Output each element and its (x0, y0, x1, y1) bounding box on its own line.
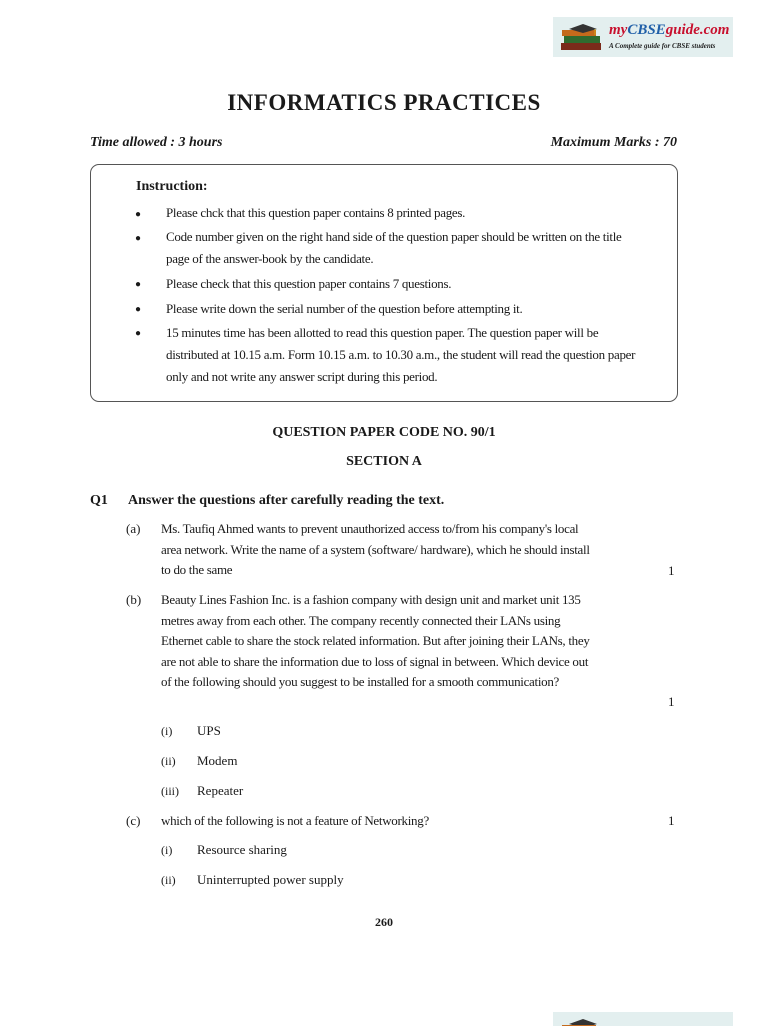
part-marks: 1 (668, 694, 675, 709)
question-number: Q1 (90, 493, 108, 508)
part-marks: 1 (668, 813, 675, 828)
option-label: (iii) (161, 784, 179, 798)
option-label: (ii) (161, 754, 176, 768)
mycbseguide-logo (553, 17, 733, 57)
maximum-marks: Maximum Marks : 70 (550, 135, 677, 150)
part-text: Beauty Lines Fashion Inc. is a fashion company with design unit and market unit 135 metres away from each other. The company recently connected their LANs using Ethernet cable to share the stock related information. But after joining their LANs, they are not able to share the information due to loss of signal in between. Which device out of the following should you suggest to be installed for a smooth communication? (161, 592, 590, 689)
instruction-item: Code number given on the right hand side of the question paper should be written on the title page of the answer-book by the candidate. (166, 229, 622, 266)
part-text: Ms. Taufiq Ahmed wants to prevent unauthorized access to/from his company's local area network. Write the name of a system (software/ hardware), which he should install to do the same (161, 521, 590, 577)
page-number: 260 (375, 915, 393, 929)
instruction-item: Please chck that this question paper contains 8 printed pages. (166, 205, 466, 220)
instruction-item: 15 minutes time has been allotted to read this question paper. The question paper will be distributed at 10.15 a.m. Form 10.15 a.m. to 10.30 a.m., the student will read the question paper only and not write any answer script during this period. (166, 325, 636, 384)
option-text: Repeater (197, 783, 244, 798)
bullet-icon: ● (135, 328, 142, 339)
books-icon (559, 1018, 605, 1026)
part-text: which of the following is not a feature of Networking? (161, 813, 429, 828)
bullet-icon: ● (135, 209, 142, 220)
instruction-heading: Instruction: (136, 179, 208, 194)
page-title: INFORMATICS PRACTICES (227, 90, 541, 115)
instruction-item: Please check that this question paper contains 7 questions. (166, 276, 452, 291)
option-text: Resource sharing (197, 842, 287, 857)
part-label: (a) (126, 521, 141, 536)
part-label: (b) (126, 592, 142, 607)
option-label: (ii) (161, 873, 176, 887)
section-heading: SECTION A (346, 454, 422, 469)
books-icon (559, 23, 605, 53)
bullet-icon: ● (135, 304, 142, 315)
option-text: Modem (197, 753, 238, 768)
option-label: (i) (161, 843, 173, 857)
paper-code: QUESTION PAPER CODE NO. 90/1 (272, 425, 496, 440)
brand-tagline: A Complete guide for CBSE students (609, 42, 716, 50)
brand-name: myCBSEguide.com (609, 22, 730, 38)
option-label: (i) (161, 724, 173, 738)
instruction-box (90, 164, 678, 402)
bullet-icon: ● (135, 233, 142, 244)
instruction-item: Please write down the serial number of the question before attempting it. (166, 301, 523, 316)
option-text: Uninterrupted power supply (197, 872, 344, 887)
time-allowed: Time allowed : 3 hours (90, 135, 223, 150)
option-text: UPS (197, 723, 221, 738)
part-marks: 1 (668, 563, 675, 578)
question-text: Answer the questions after carefully reading the text. (128, 493, 445, 508)
bullet-icon: ● (135, 279, 142, 290)
part-label: (c) (126, 813, 141, 828)
